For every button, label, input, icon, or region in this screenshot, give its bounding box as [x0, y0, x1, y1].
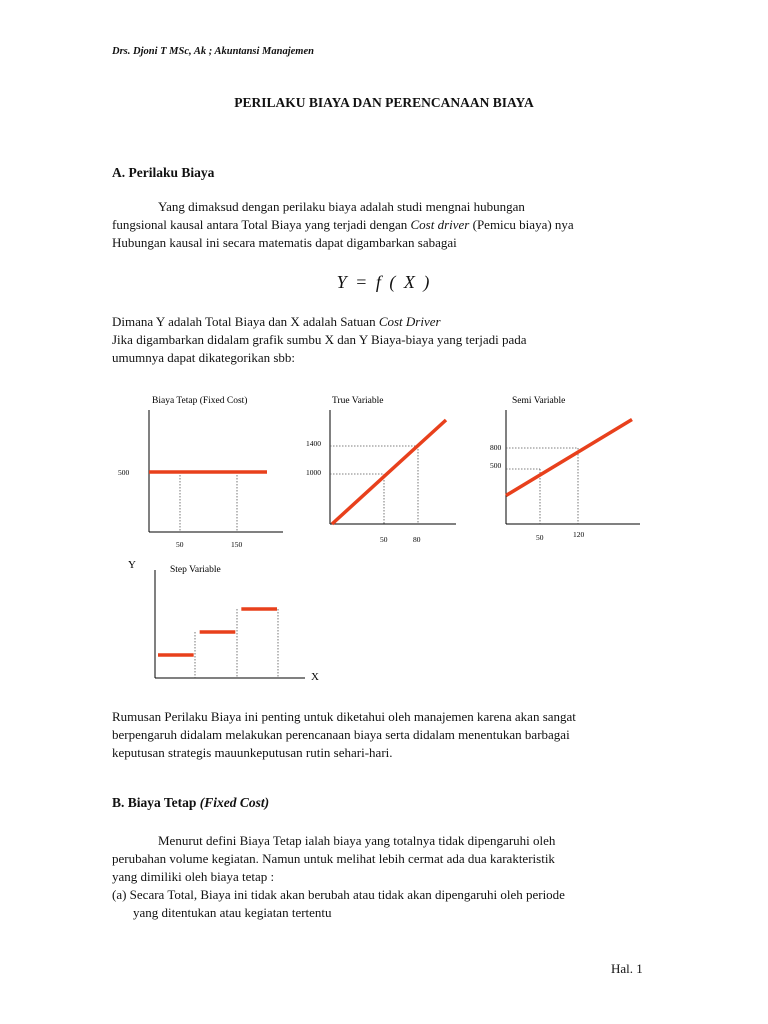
step-x-label: X	[311, 671, 319, 683]
page-title: PERILAKU BIAYA DAN PERENCANAAN BIAYA	[234, 95, 534, 110]
step-y-label: Y	[128, 559, 136, 571]
chart-fixed-title: Biaya Tetap (Fixed Cost)	[152, 396, 248, 406]
para1-line2	[112, 216, 574, 234]
para2-line1-text: Dimana Y adalah Total Biaya dan X adalah Satuan	[112, 314, 379, 329]
semi-xtick-120: 120	[573, 530, 585, 539]
b-para-line2: perubahan volume kegiatan. Namun untuk melihat lebih cermat ada dua karakteristik	[112, 851, 555, 866]
para1-line2-text: fungsional kausal antara Total Biaya yang terjadi dengan	[112, 217, 411, 232]
semi-xtick-50: 50	[536, 533, 544, 542]
document-header: Drs. Djoni T MSc, Ak ; Akuntansi Manajemen	[112, 46, 314, 57]
para2-line3: umumnya dapat dikategorikan sbb:	[112, 350, 296, 365]
true-variable-line	[332, 420, 446, 524]
b-para-line5: yang ditentukan atau kegiatan tertentu	[133, 905, 332, 920]
cost-driver-term: Cost driver	[410, 217, 470, 232]
chart-step-title: Step Variable	[170, 565, 221, 575]
variable-ytick-1400: 1400	[306, 439, 321, 448]
para3-line1: Rumusan Perilaku Biaya ini penting untuk diketahui oleh manajemen karena akan sangat	[112, 709, 576, 724]
semi-ytick-800: 800	[490, 443, 502, 452]
para3-line3: keputusan strategis mauunkeputusan rutin sehari-hari.	[112, 745, 393, 760]
section-a-heading: A. Perilaku Biaya	[112, 165, 215, 180]
fixed-xtick-50: 50	[176, 540, 184, 549]
para1-line1: Yang dimaksud dengan perilaku biaya adalah studi mengnai hubungan	[158, 199, 525, 214]
fixed-ytick-500: 500	[118, 468, 130, 477]
page-number: Hal. 1	[611, 961, 643, 976]
para2-line2: Jika digambarkan didalam grafik sumbu X dan Y Biaya-biaya yang terjadi pada	[112, 332, 527, 347]
chart-fixed-cost	[118, 395, 283, 549]
cost-driver-term-2: Cost Driver	[378, 314, 441, 329]
section-b-heading	[112, 795, 269, 811]
b-para-line1: Menurut defini Biaya Tetap ialah biaya yang totalnya tidak dipengaruhi oleh	[158, 833, 556, 848]
fixed-xtick-150: 150	[231, 540, 243, 549]
section-b-heading-text: B. Biaya Tetap	[112, 795, 200, 810]
semi-ytick-500: 500	[490, 461, 502, 470]
chart-semi-variable	[490, 396, 640, 542]
chart-step-variable	[128, 559, 319, 683]
para2-line1	[112, 313, 441, 331]
variable-xtick-80: 80	[413, 535, 421, 544]
section-b-heading-italic: (Fixed Cost)	[199, 795, 270, 810]
para1-line2-end: (Pemicu biaya) nya	[469, 217, 574, 232]
chart-true-variable	[306, 396, 456, 544]
formula: Y = f ( X )	[336, 272, 432, 292]
semi-variable-line	[506, 420, 632, 496]
cost-behavior-charts	[0, 380, 768, 700]
b-para-line3: yang dimiliki oleh biaya tetap :	[112, 869, 275, 884]
chart-semi-title: Semi Variable	[512, 396, 566, 406]
variable-xtick-50: 50	[380, 535, 388, 544]
para1-line3: Hubungan kausal ini secara matematis dapat digambarkan sabagai	[112, 235, 457, 250]
b-para-line4: (a) Secara Total, Biaya ini tidak akan berubah atau tidak akan dipengaruhi oleh periode	[112, 887, 565, 902]
chart-variable-title: True Variable	[332, 396, 384, 406]
variable-ytick-1000: 1000	[306, 468, 321, 477]
para3-line2: berpengaruh didalam melakukan perencanaan biaya serta didalam menentukan barbagai	[112, 727, 570, 742]
